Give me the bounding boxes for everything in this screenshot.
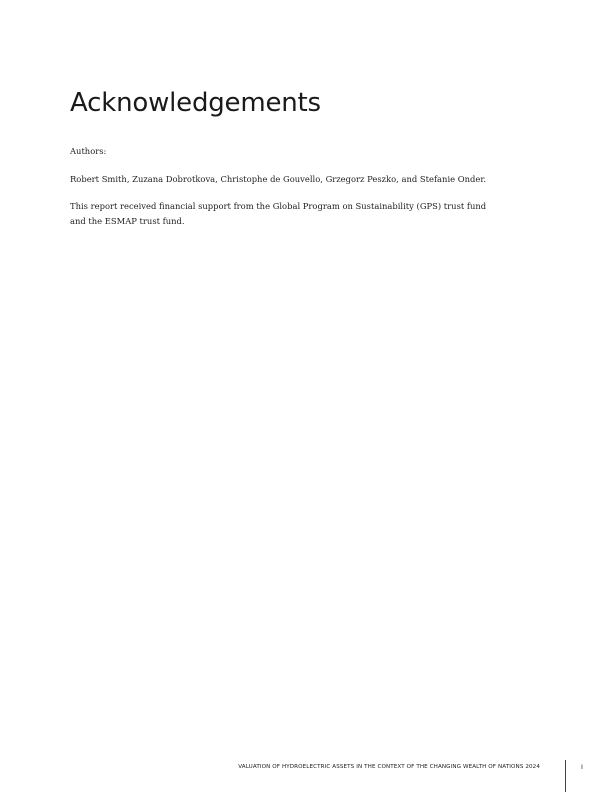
page-title: Acknowledgements (70, 88, 321, 118)
authors-label: Authors: (70, 146, 107, 156)
funding-statement-line-2: and the ESMAP trust fund. (70, 216, 185, 226)
funding-statement-line-1: This report received financial support from the Global Program on Sustainability (GPS) trust fund (70, 201, 487, 211)
funding-statement (70, 199, 510, 229)
authors-list: Robert Smith, Zuzana Dobrotkova, Christophe de Gouvello, Grzegorz Peszko, and Stefanie Onder. (70, 174, 487, 184)
footer-divider (565, 760, 566, 792)
footer-report-title: VALUATION OF HYDROELECTRIC ASSETS IN THE CONTEXT OF THE CHANGING WEALTH OF NATIONS 2024 (238, 764, 540, 770)
page-number: I (581, 763, 583, 771)
